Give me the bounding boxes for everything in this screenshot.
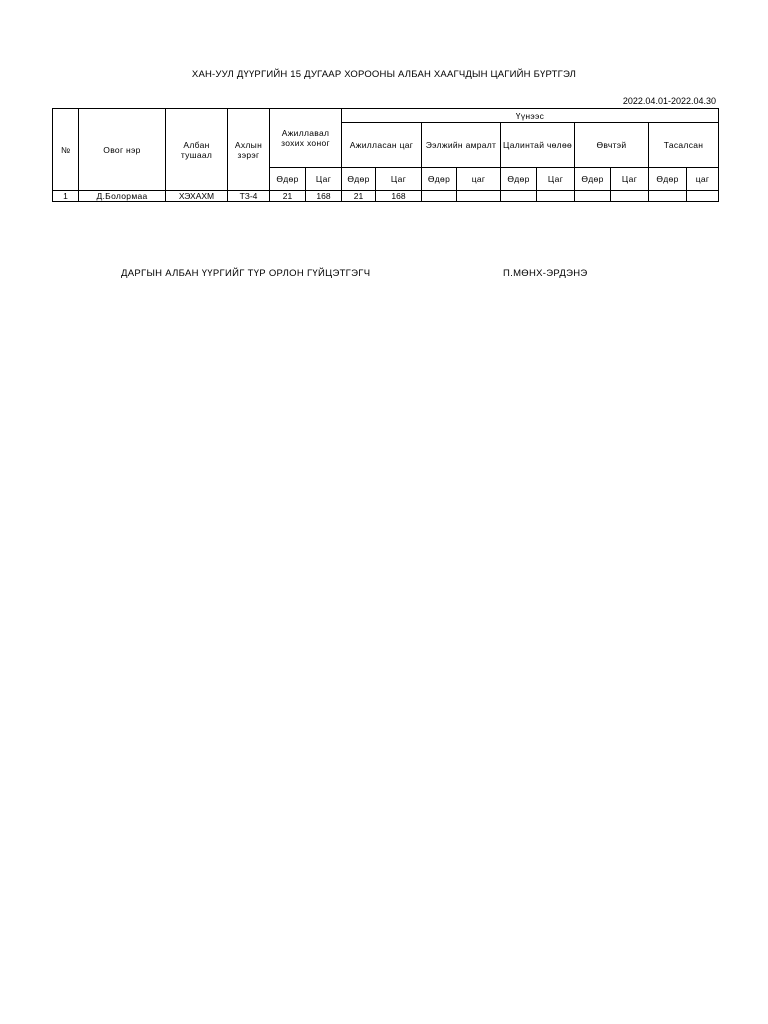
signatory-title: ДАРГЫН АЛБАН ҮҮРГИЙГ ТҮР ОРЛОН ГҮЙЦЭТГЭГЧ [121,268,371,279]
cell-value [687,191,719,202]
cell-position: ХЭХАХМ [166,191,228,202]
header-rank: Ахлын зэрэг [228,109,270,191]
subheader-cell: Өдөр [575,168,611,191]
report-period: 2022.04.01-2022.04.30 [622,96,716,106]
subheader-cell: Өдөр [342,168,376,191]
cell-value [422,191,457,202]
header-name: Овог нэр [79,109,166,191]
cell-value [537,191,575,202]
cell-name: Д.Болормаа [79,191,166,202]
subheader-cell: Цаг [376,168,422,191]
header-row-1 [53,109,719,123]
header-number: № [53,109,79,191]
cell-value: 168 [376,191,422,202]
subheader-cell: цаг [457,168,501,191]
header-summary: Үүнээс [342,109,719,123]
subheader-cell: Өдөр [501,168,537,191]
header-sick: Өвчтэй [575,123,649,168]
subheader-cell: цаг [687,168,719,191]
header-position: Албан тушаал [166,109,228,191]
header-work-days: Ажиллавал зохих хоног [270,109,342,168]
cell-value [457,191,501,202]
header-absent: Тасалсан [649,123,719,168]
cell-rank: ТЗ-4 [228,191,270,202]
subheader-cell: Өдөр [649,168,687,191]
table-row [53,191,719,202]
subheader-cell: Цаг [306,168,342,191]
cell-value [649,191,687,202]
header-worked: Ажилласан цаг [342,123,422,168]
subheader-cell: Өдөр [422,168,457,191]
timesheet-table [52,108,719,202]
cell-value: 21 [270,191,306,202]
subheader-cell: Цаг [537,168,575,191]
subheader-cell: Цаг [611,168,649,191]
document-title: ХАН-УУЛ ДҮҮРГИЙН 15 ДУГААР ХОРООНЫ АЛБАН ХААГЧДЫН ЦАГИЙН БҮРТГЭЛ [191,69,577,80]
cell-value [501,191,537,202]
cell-value: 21 [342,191,376,202]
cell-value [575,191,611,202]
header-paid-leave: Цалинтай чөлөө [501,123,575,168]
cell-number: 1 [53,191,79,202]
signatory-name: П.МӨНХ-ЭРДЭНЭ [503,268,588,279]
header-leave: Ээлжийн амралт [422,123,501,168]
cell-value: 168 [306,191,342,202]
cell-value [611,191,649,202]
subheader-cell: Өдөр [270,168,306,191]
